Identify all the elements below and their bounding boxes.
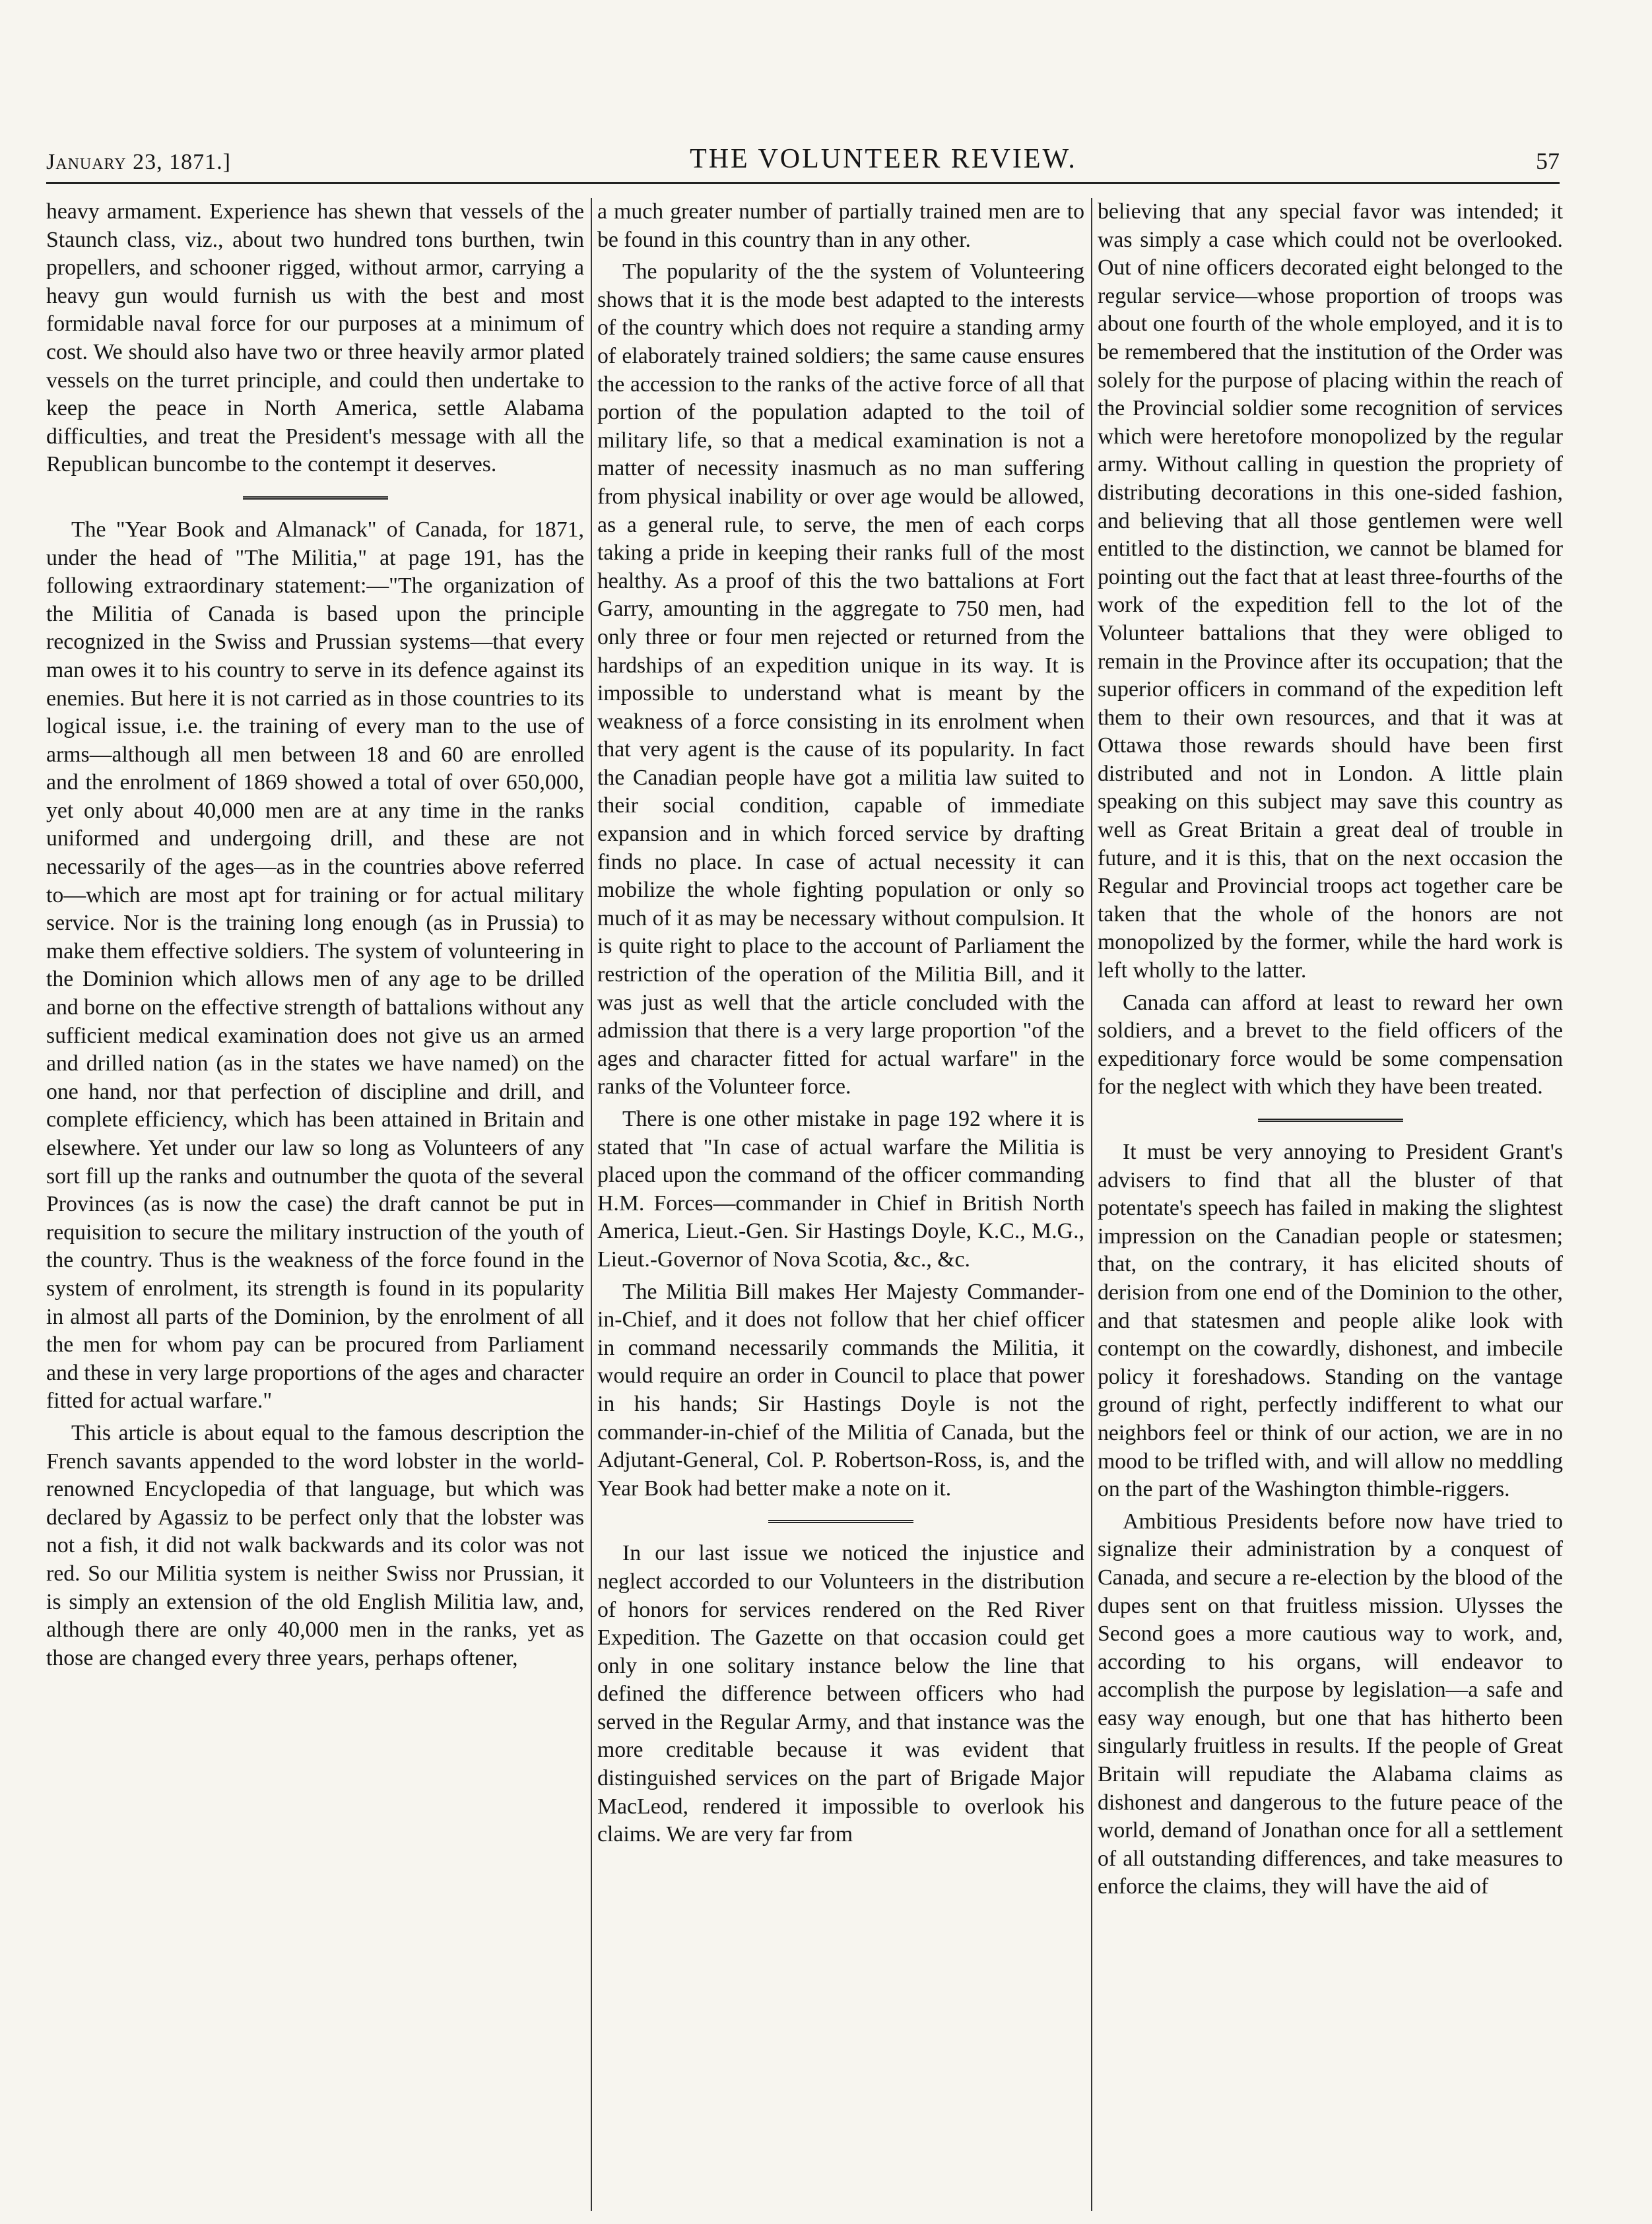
column-divider: [1091, 198, 1092, 2211]
article-paragraph: The Militia Bill makes Her Majesty Commander-in-Chief, and it does not follow that her chief officer in command necessarily commands the Militia, it would require an order in Council to place that power in his hands; Sir Hastings Doyle is not the commander-in-chief of the Militia of Canada, but the Adjutant-General, Col. P. Robertson-Ross, is, and the Year Book had better make a note on it.: [597, 1279, 1084, 1501]
article-paragraph: This article is about equal to the famous description the French savants appended to the word lobster in the world-renowned Encyclopedia of that language, but which was declared by Agassiz to be perfect only that the lobster was not a fish, it did not walk backwards and its color was not red. So our Militia system is neither Swiss nor Prussian, it is simply an extension of the old English Militia law, and, although there are only 40,000 men in the ranks, yet as those are changed every three years, perhaps oftener,: [46, 1420, 584, 1670]
article-paragraph: heavy armament. Experience has shewn that vessels of the Staunch class, viz., about two hundred tons burthen, twin propellers, and schooner rigged, without armor, carrying a heavy gun would furnish us with the best and most formidable naval force for our purposes at a minimum of cost. We should also have two or three heavily armor plated vessels on the turret principle, and could then undertake to keep the peace in North America, settle Alabama difficulties, and treat the President's message with all the Republican buncombe to the contempt it deserves.: [46, 199, 584, 477]
column-1: [46, 198, 584, 2211]
article-paragraph: It must be very annoying to President Grant's advisers to find that all the bluster of that potentate's speech has failed in making the slightest impression on the Canadian people or statesmen; that, on the contrary, it has elicited shouts of derision from one end of the Dominion to the other, and that statesmen and people alike look with contempt on the cowardly, dishonest, and imbecile policy it foreshadows. Standing on the vantage ground of right, perfectly indifferent to what our neighbors feel or think of our action, we are in no mood to be trifled with, and will allow no meddling on the part of the Washington thimble-riggers.: [1098, 1140, 1563, 1502]
article-separator: [1258, 1119, 1403, 1124]
article-paragraph: The "Year Book and Almanack" of Canada, for 1871, under the head of "The Militia," at page 191, has the following extraordinary statement:—"The organization of the Militia of Canada is based upon the principle recognized in the Swiss and Prussian systems—that every man owes it to his country to serve in its defence against its enemies. But here it is not carried as in those countries to its logical issue, i.e. the training of every man to the use of arms—although all men between 18 and 60 are enrolled and the enrolment of 1869 showed a total of over 650,000, yet only about 40,000 men are at any time in the ranks uniformed and undergoing drill, and these are not necessarily of the ages—as in the countries above referred to—which are most apt for training or for actual military service. Nor is the training long enough (as in Prussia) to make them effective soldiers. The system of volunteering in the Dominion which allows men of any age to be drilled and borne on the effective strength of battalions without any sufficient medical examination does not give us an armed and drilled nation (as in the states we have named) on the one hand, nor that perfection of discipline and drill, and complete efficiency, which has been attained in Britain and elsewhere. Yet under our law so long as Volunteers of any sort fill up the ranks and outnumber the quota of the several Provinces (as is now the case) the draft cannot be put in requisition to secure the military instruction of the youth of the country. Thus is the weakness of the force found in the system of enrolment, its strength is found in its popularity in almost all parts of the Dominion, by the enrolment of all the men for whom pay can be procured from Parliament and these in very large proportions of the ages and character fitted for actual warfare.": [46, 517, 584, 1414]
article-separator: [243, 496, 388, 502]
column-2: [597, 198, 1084, 2211]
article-paragraph: Canada can afford at least to reward her own soldiers, and a brevet to the field officers of the expeditionary force would be some compensation for the neglect with which they have been treated.: [1098, 990, 1563, 1099]
issue-date: January 23, 1871.]: [46, 150, 231, 174]
masthead-title: THE VOLUNTEER REVIEW.: [690, 144, 1077, 174]
article-paragraph: believing that any special favor was intended; it was simply a case which could not be overlooked. Out of nine officers decorated eight belonged to the regular service—whose proportion of troops was about one fourth of the whole employed, and it is to be remembered that the institution of the Order was solely for the purpose of placing within the reach of the Provincial soldier some recognition of services which were heretofore monopolized by the regular army. Without calling in question the propriety of distributing decorations in this one-sided fashion, and believing that all those gentlemen were well entitled to the distinction, we cannot be blamed for pointing out the fact that at least three-fourths of the work of the expedition fell to the lot of the Volunteer battalions that they were obliged to remain in the Province after its occupation; that the superior officers in command of the expedition left them to their own resources, and that it was at Ottawa those rewards should have been first distributed and not in London. A little plain speaking on this subject may save this country as well as Great Britain a great deal of trouble in future, and it is this, that on the next occasion the Regular and Provincial troops act together care be taken that the whole of the honors are not monopolized by the former, while the hard work is left wholly to the latter.: [1098, 199, 1563, 983]
page-number: 57: [1536, 148, 1560, 174]
column-divider: [591, 198, 592, 2211]
article-separator: [768, 1520, 913, 1525]
article-paragraph: The popularity of the the system of Volunteering shows that it is the mode best adapted to the interests of the country which does not require a standing army of elaborately trained soldiers; the same cause ensures the accession to the ranks of the active force of all that portion of the population adapted to the toil of military life, so that a medical examination is not a matter of necessity inasmuch as no man suffering from physical inability or over age would be allowed, as a general rule, to serve, the men of each corps taking a pride in keeping their ranks full of the most healthy. As a proof of this the two battalions at Fort Garry, amounting in the aggregate to 750 men, had only three or four men rejected or returned from the hardships of an expedition unique in its way. It is impossible to understand what is meant by the weakness of a force consisting in its enrolment when that very agent is the cause of its popularity. In fact the Canadian people have got a militia law suited to their social condition, capable of immediate expansion and in which forced service by drafting finds no place. In case of actual necessity it can mobilize the whole fighting population or only so much of it as may be necessary without compulsion. It is quite right to place to the account of Parliament the restriction of the operation of the Militia Bill, and it was just as well that the article concluded with the admission that there is a very large proportion "of the ages and character fitted for actual warfare" in the ranks of the Volunteer force.: [597, 259, 1084, 1099]
column-3: [1098, 198, 1563, 2211]
article-paragraph: Ambitious Presidents before now have tried to signalize their administration by a conquest of Canada, and secure a re-election by the blood of the dupes sent on that fruitless mission. Ulysses the Second goes a more cautious way to work, and, according to his organs, will endeavor to accomplish the purpose by legislation—a safe and easy way enough, but one that has hitherto been singularly fruitless in results. If the people of Great Britain will repudiate the Alabama claims as dishonest and dangerous to the future peace of the world, demand of Jonathan once for all a settlement of all outstanding differences, and take measures to enforce the claims, they will have the aid of: [1098, 1509, 1563, 1899]
article-paragraph: There is one other mistake in page 192 where it is stated that "In case of actual warfare the Militia is placed upon the command of the officer commanding H.M. Forces—commander in Chief in British North America, Lieut.-Gen. Sir Hastings Doyle, K.C., M.G., Lieut.-Governor of Nova Scotia, &c., &c.: [597, 1107, 1084, 1272]
running-header: [46, 135, 1560, 175]
header-rule: [46, 182, 1560, 184]
article-paragraph: In our last issue we noticed the injustice and neglect accorded to our Volunteers in the distribution of honors for services rendered on the Red River Expedition. The Gazette on that occasion could get only in one solitary instance below the line that defined the difference between officers who had served in the Regular Army, and that instance was the more creditable because it was evident that distinguished services on the part of Brigade Major MacLeod, rendered it impossible to overlook his claims. We are very far from: [597, 1541, 1084, 1847]
article-paragraph: a much greater number of partially trained men are to be found in this country than in any other.: [597, 199, 1084, 252]
